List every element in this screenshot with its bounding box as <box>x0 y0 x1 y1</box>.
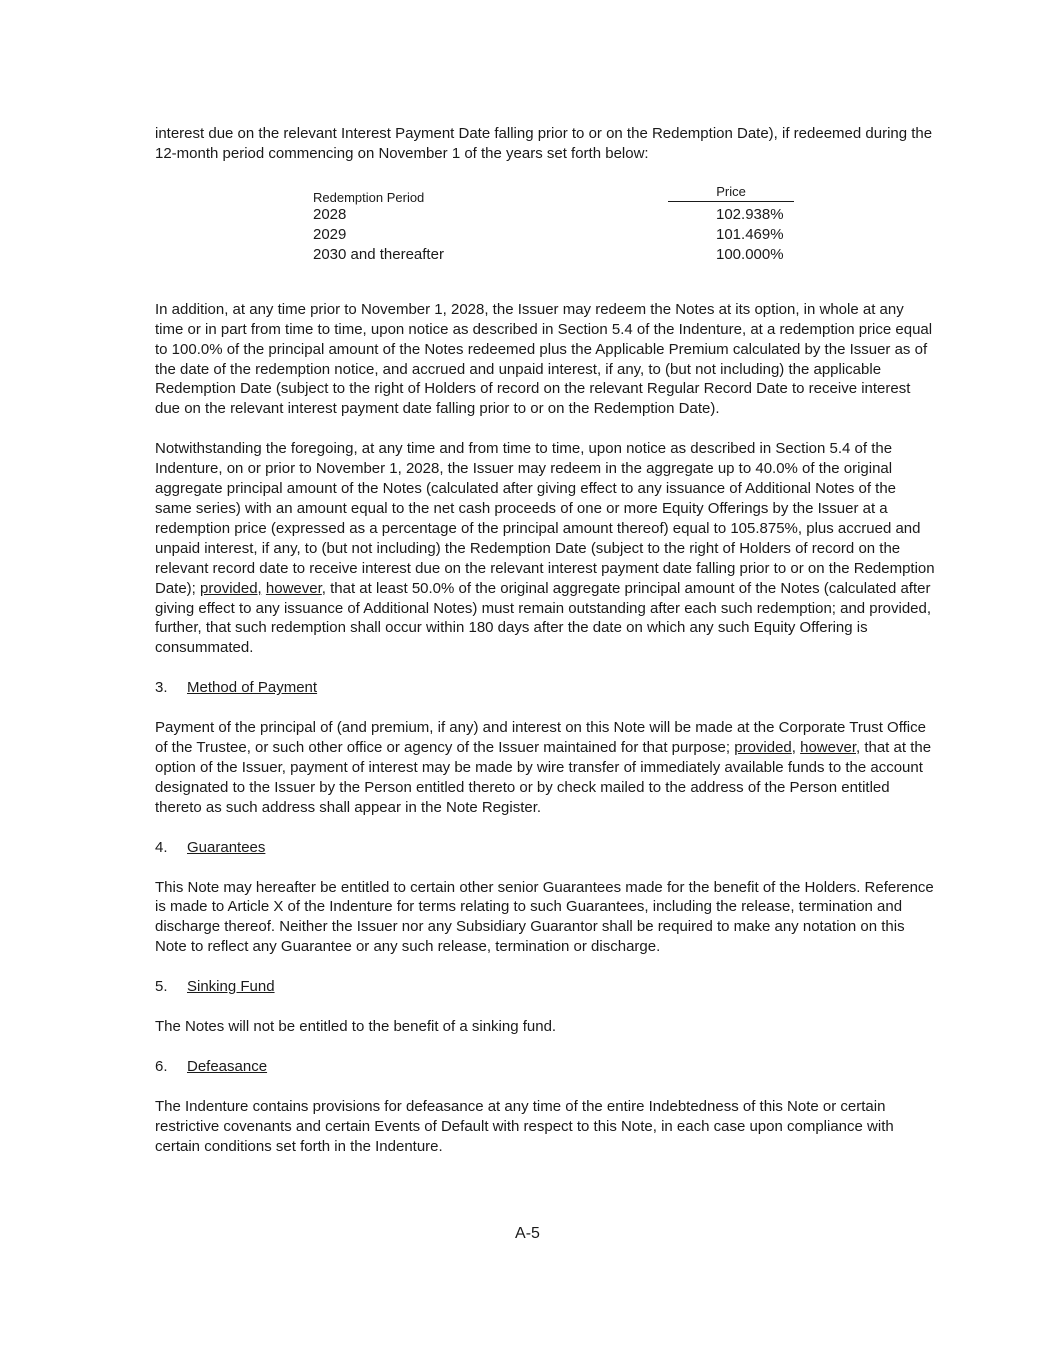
section-heading-defeasance <box>155 1057 935 1077</box>
table-cell-period: 2029 <box>313 225 347 243</box>
payment-comma: , <box>791 739 801 757</box>
page-number: A-5 <box>515 1225 540 1242</box>
sinking-fund-paragraph: The Notes will not be entitled to the benefit of a sinking fund. <box>155 1018 557 1036</box>
table-cell-price: 100.000% <box>716 245 784 263</box>
guarantees-paragraph: This Note may hereafter be entitled to certain other senior Guarantees made for the benefit of the Holders. Reference is made to Article X of the Indenture for terms relating to such Guarantees, including the release, termination and discharge thereof. Neither the Issuer nor any Subsidiary Guarantor shall be required to make any notation on this Note to reflect any Guarantee or any such release, termination or discharge. <box>155 878 934 956</box>
section-title: Method of Payment <box>187 679 318 697</box>
document-page <box>155 124 935 1177</box>
section-heading-guarantees <box>155 838 935 858</box>
table-cell-period: 2028 <box>313 205 347 223</box>
section-number: 6. <box>155 1058 168 1075</box>
optional-redemption-paragraph: In addition, at any time prior to November 1, 2028, the Issuer may redeem the Notes at its option, in whole at any time or in part from time to time, upon notice as described in Section 5.4 of the Indenture, at a redemption price equal to 100.0% of the principal amount of the Notes redeemed plus the Applicable Premium calculated by the Issuer as of the date of the redemption notice, and accrued and unpaid interest, if any, to (but not including) the applicable Redemption Date (subject to the right of Holders of record on the relevant Regular Record Date to receive interest due on the relevant interest payment date falling prior to or on the Redemption Date). <box>155 300 933 418</box>
table-row <box>313 205 793 225</box>
payment-text-1: Payment of the principal of (and premium, if any) and interest on this Note will be made at the Corporate Trust Office of the Trustee, or such other office or agency of the Issuer maintained for that purpose; <box>155 719 926 757</box>
intro-paragraph: interest due on the relevant Interest Payment Date falling prior to or on the Redemption Date), if redeemed during the 12-month period commencing on November 1 of the years set forth below: <box>155 125 933 162</box>
however-term: however <box>265 579 322 597</box>
section-heading-sinking-fund <box>155 977 935 997</box>
table-header-price: Price <box>668 184 794 202</box>
table-cell-price: 101.469% <box>716 225 784 243</box>
however-term: however <box>800 739 856 757</box>
redemption-table <box>313 184 793 280</box>
equity-offering-paragraph <box>155 439 935 658</box>
table-row <box>313 225 793 245</box>
table-cell-price: 102.938% <box>716 205 784 223</box>
section-title: Defeasance <box>187 1058 268 1075</box>
provided-term: provided <box>734 739 792 757</box>
section-title: Sinking Fund <box>187 978 275 996</box>
section-number: 3. <box>155 679 168 697</box>
table-cell-period: 2030 and thereafter <box>313 245 444 263</box>
equity-offering-text-2: , that at least 50.0% of the original aggregate principal amount of the Notes (calculated after giving effect to any issuance of Additional Notes) must remain outstanding after each such redemption; and provided, further, that such redemption shall occur within 180 days after the date on which any such Equity Offering is consummated. <box>155 579 932 657</box>
section-heading-method-of-payment <box>155 678 935 698</box>
provided-term: provided, <box>200 579 262 597</box>
section-number: 5. <box>155 978 168 996</box>
equity-offering-text-1: Notwithstanding the foregoing, at any time and from time to time, upon notice as described in Section 5.4 of the Indenture, on or prior to November 1, 2028, the Issuer may redeem in the aggregate up to 40.0% of the original aggregate principal amount of the Notes (calculated after giving effect to any issuance of Additional Notes of the same series) with an amount equal to the net cash proceeds of one or more Equity Offerings by the Issuer at a redemption price (expressed as a percentage of the principal amount thereof) equal to 105.875%, plus accrued and unpaid interest, if any, to (but not including) the Redemption Date (subject to the right of Holders of record on the relevant record date to receive interest due on the relevant interest payment date falling prior to or on the Redemption Date); <box>155 440 935 597</box>
payment-text-2: , that at the option of the Issuer, payment of interest may be made by wire transfer of immediately available funds to the account designated to the Issuer by the Person entitled thereto or by check mailed to the address of the Person entitled thereto as such address shall appear in the Note Register. <box>155 739 932 816</box>
defeasance-paragraph: The Indenture contains provisions for defeasance at any time of the entire Indebtedness of this Note or certain restrictive covenants and certain Events of Default with respect to this Note, in each case upon compliance with certain conditions set forth in the Indenture. <box>155 1097 894 1155</box>
table-row <box>313 245 793 265</box>
table-header-period: Redemption Period <box>313 189 425 205</box>
method-of-payment-paragraph <box>155 718 935 818</box>
section-number: 4. <box>155 838 168 856</box>
section-title: Guarantees <box>187 838 266 856</box>
